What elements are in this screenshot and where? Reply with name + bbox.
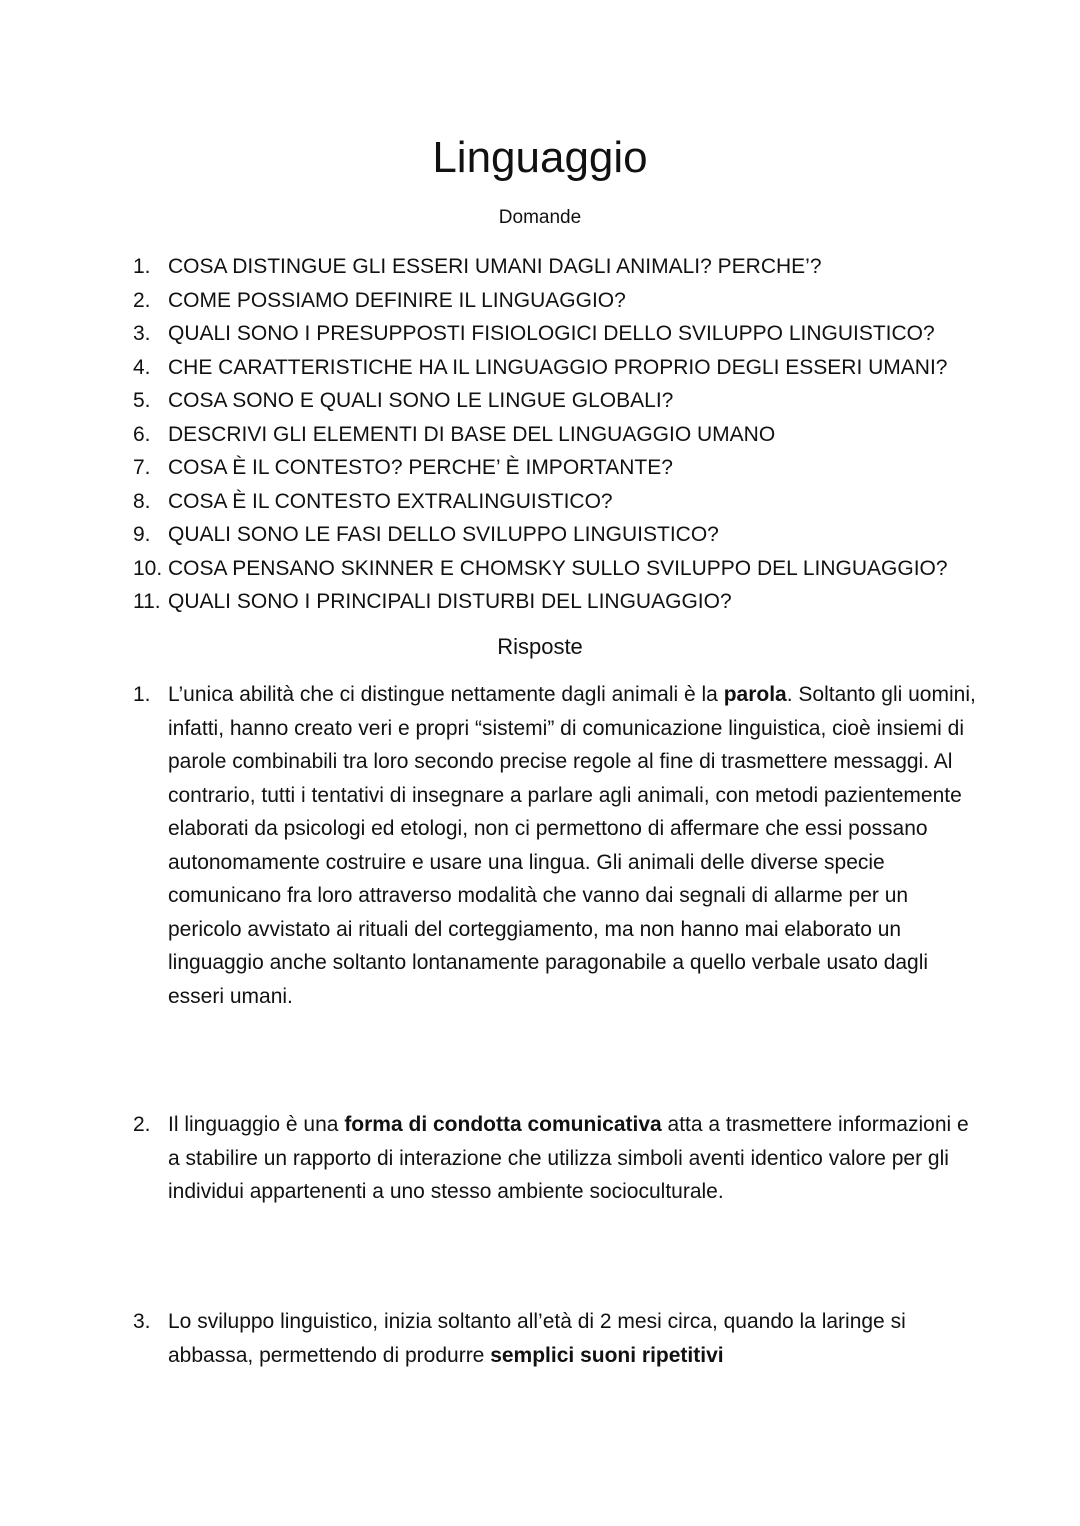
question-number: 2. xyxy=(133,288,151,312)
question-number: 3. xyxy=(133,322,151,345)
question-text: COME POSSIAMO DEFINIRE IL LINGUAGGIO? xyxy=(168,288,626,312)
answer-number: 1. xyxy=(133,683,151,706)
question-number: 1. xyxy=(133,255,151,278)
question-item xyxy=(0,317,1080,351)
question-item xyxy=(0,585,1080,619)
answer-text xyxy=(168,1108,978,1209)
answer-bold-term: semplici suoni ripetitivi xyxy=(490,1343,724,1367)
question-number: 7. xyxy=(133,456,151,479)
question-number: 4. xyxy=(133,355,151,379)
answers-heading: Risposte xyxy=(497,634,583,659)
answer-bold-term: parola xyxy=(723,683,787,706)
question-text: COSA DISTINGUE GLI ESSERI UMANI DAGLI ANIMALI? PERCHE’? xyxy=(168,255,822,278)
question-text: QUALI SONO LE FASI DELLO SVILUPPO LINGUISTICO? xyxy=(168,523,719,546)
question-text: CHE CARATTERISTICHE HA IL LINGUAGGIO PROPRIO DEGLI ESSERI UMANI? xyxy=(168,355,948,379)
question-text: COSA SONO E QUALI SONO LE LINGUE GLOBALI? xyxy=(168,389,674,412)
answer-text-part: Lo sviluppo linguistico, inizia soltanto all’età di 2 mesi circa, quando la laringe si abbassa, permettendo di produrre xyxy=(168,1310,906,1367)
question-number: 6. xyxy=(133,422,151,446)
question-text: COSA È IL CONTESTO? PERCHE’ È IMPORTANTE? xyxy=(168,456,673,479)
answer-text xyxy=(168,678,978,1013)
question-number: 8. xyxy=(133,489,151,513)
question-number: 10. xyxy=(133,556,163,580)
question-item xyxy=(0,284,1080,318)
answer-number: 2. xyxy=(133,1113,151,1136)
question-item xyxy=(0,518,1080,552)
question-text: DESCRIVI GLI ELEMENTI DI BASE DEL LINGUAGGIO UMANO xyxy=(168,422,776,446)
question-item xyxy=(0,552,1080,586)
questions-heading: Domande xyxy=(498,207,582,228)
answer-text-part: . Soltanto gli uomini, infatti, hanno creato veri e propri “sistemi” di comunicazione linguistica, cioè insiemi di parole combinabili tra loro secondo precise regole al fine di trasmettere messaggi. Al contrario, tutti i tentativi di insegnare a parlare agli animali, con metodi pazientemente elaborati da psicologi ed etologi, non ci permettono di affermare che essi possano autonomamente costruire e usare una lingua. Gli animali delle diverse specie comunicano fra loro attraverso modalità che vanno dai segnali di allarme per un pericolo avvistato ai rituali del corteggiamento, ma non hanno mai elaborato un linguaggio anche soltanto lontanamente paragonabile a quello verbale usato dagli esseri umani. xyxy=(168,683,976,1008)
question-item xyxy=(0,384,1080,418)
answer-text-part: atta a trasmettere informazioni e a stabilire un rapporto di interazione che utilizza simboli aventi identico valore per gli individui appartenenti a uno stesso ambiente socioculturale. xyxy=(168,1113,969,1203)
answer-number: 3. xyxy=(133,1310,151,1333)
question-item xyxy=(0,485,1080,519)
question-number: 5. xyxy=(133,389,151,412)
question-text: QUALI SONO I PRINCIPALI DISTURBI DEL LINGUAGGIO? xyxy=(168,590,732,613)
question-item xyxy=(0,250,1080,284)
answer-text-part: L’unica abilità che ci distingue nettamente dagli animali è la xyxy=(168,683,724,706)
page-title: Linguaggio xyxy=(432,133,648,182)
question-number: 9. xyxy=(133,523,151,546)
answer-bold-term: forma di condotta comunicativa xyxy=(344,1113,662,1136)
question-text: COSA È IL CONTESTO EXTRALINGUISTICO? xyxy=(168,489,613,513)
question-text: QUALI SONO I PRESUPPOSTI FISIOLOGICI DELLO SVILUPPO LINGUISTICO? xyxy=(168,322,935,345)
question-item xyxy=(0,351,1080,385)
questions-list xyxy=(0,250,1080,619)
question-number: 11. xyxy=(133,590,161,613)
question-item xyxy=(0,451,1080,485)
answer-text xyxy=(168,1305,978,1372)
answer-text-part: Il linguaggio è una xyxy=(168,1113,345,1136)
question-item xyxy=(0,418,1080,452)
question-text: COSA PENSANO SKINNER E CHOMSKY SULLO SVILUPPO DEL LINGUAGGIO? xyxy=(168,556,948,580)
